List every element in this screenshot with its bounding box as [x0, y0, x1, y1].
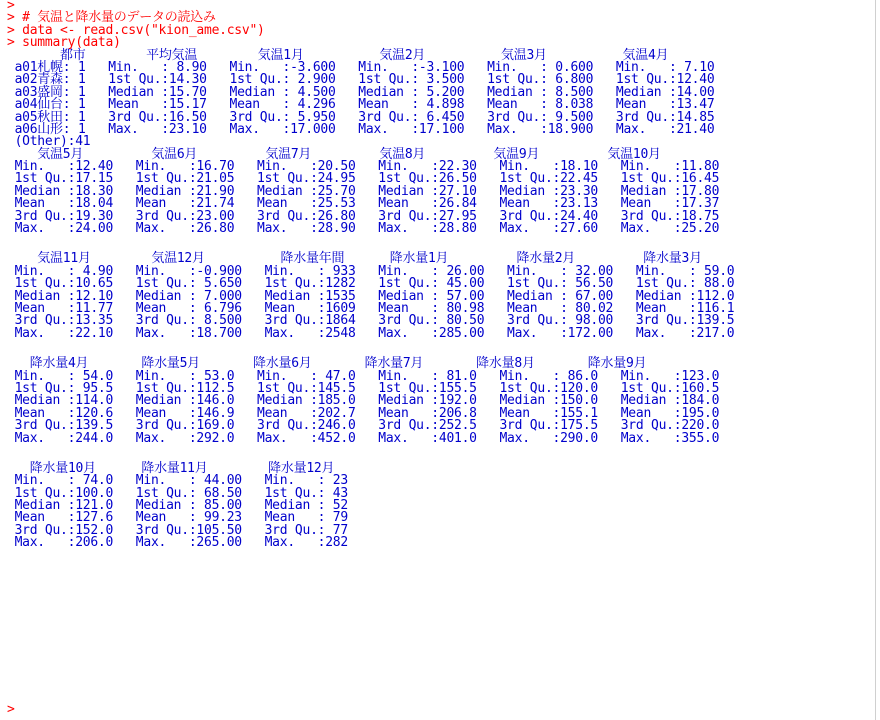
summary-output-line: Median :12.10 Median : 7.000 Median :1535 Median : 57.00 Median : 67.00 Median :112.0 [7, 288, 735, 304]
summary-output-line: 3rd Qu.:13.35 3rd Qu.: 8.500 3rd Qu.:1864 3rd Qu.: 80.50 3rd Qu.: 98.00 3rd Qu.:139.5 [7, 313, 735, 329]
console-command-line: > data <- read.csv("kion_ame.csv") [7, 22, 265, 38]
summary-output-line: Mean :127.6 Mean : 99.23 Mean : 79 [7, 510, 348, 526]
summary-output-line: Min. : 74.0 Min. : 44.00 Min. : 23 [7, 473, 348, 489]
summary-output-line: 1st Qu.:17.15 1st Qu.:21.05 1st Qu.:24.95 1st Qu.:26.50 1st Qu.:22.45 1st Qu.:16.45 [7, 171, 720, 187]
summary-header-line: 気温5月 気温6月 気温7月 気温8月 気温9月 気温10月 [7, 146, 661, 162]
summary-output-line: 1st Qu.: 95.5 1st Qu.:112.5 1st Qu.:145.5 1st Qu.:155.5 1st Qu.:120.0 1st Qu.:160.5 [7, 380, 720, 396]
summary-output-line: (Other):41 [7, 134, 91, 150]
summary-header-line: 降水量10月 降水量11月 降水量12月 [7, 460, 335, 476]
console-command-line: > # 気温と降水量のデータの読込み [7, 10, 216, 26]
summary-output-line: Min. : 4.90 Min. :-0.900 Min. : 933 Min. : 26.00 Min. : 32.00 Min. : 59.0 [7, 263, 735, 279]
summary-output-line: Median :121.0 Median : 85.00 Median : 52 [7, 498, 348, 514]
summary-header-line: 降水量4月 降水量5月 降水量6月 降水量7月 降水量8月 降水量9月 [7, 356, 647, 372]
summary-output-line: Max. :22.10 Max. :18.700 Max. :2548 Max. :285.00 Max. :172.00 Max. :217.0 [7, 325, 735, 341]
summary-output-line: Min. :12.40 Min. :16.70 Min. :20.50 Min. :22.30 Min. :18.10 Min. :11.80 [7, 159, 720, 175]
summary-output-line: 1st Qu.:10.65 1st Qu.: 5.650 1st Qu.:1282 1st Qu.: 45.00 1st Qu.: 56.50 1st Qu.: 88.0 [7, 276, 735, 292]
summary-output-line: Mean :18.04 Mean :21.74 Mean :25.53 Mean :26.84 Mean :23.13 Mean :17.37 [7, 196, 720, 212]
summary-header-line: 都市 平均気温 気温1月 気温2月 気温3月 気温4月 [7, 47, 669, 63]
summary-output-line: 3rd Qu.:152.0 3rd Qu.:105.50 3rd Qu.: 77 [7, 522, 348, 538]
console-command-line: > summary(data) [7, 35, 121, 51]
summary-header-line: 気温11月 気温12月 降水量年間 降水量1月 降水量2月 降水量3月 [7, 251, 702, 267]
summary-output-line: a02青森: 1 1st Qu.:14.30 1st Qu.: 2.900 1st Qu.: 3.500 1st Qu.: 6.800 1st Qu.:12.40 [7, 72, 715, 88]
summary-output-line: Max. :24.00 Max. :26.80 Max. :28.90 Max. :28.80 Max. :27.60 Max. :25.20 [7, 221, 720, 237]
summary-output-line: 3rd Qu.:139.5 3rd Qu.:169.0 3rd Qu.:246.0 3rd Qu.:252.5 3rd Qu.:175.5 3rd Qu.:220.0 [7, 418, 720, 434]
summary-output-line: Min. : 54.0 Min. : 53.0 Min. : 47.0 Min. : 81.0 Min. : 86.0 Min. :123.0 [7, 368, 720, 384]
summary-output-line: a01札幌: 1 Min. : 8.90 Min. :-3.600 Min. :-3.100 Min. : 0.600 Min. : 7.10 [7, 59, 715, 75]
summary-output-line: Median :114.0 Median :146.0 Median :185.0 Median :192.0 Median :150.0 Median :184.0 [7, 393, 720, 409]
summary-output-line: a06山形: 1 Max. :23.10 Max. :17.000 Max. :17.100 Max. :18.900 Max. :21.40 [7, 121, 715, 137]
summary-output-line: 1st Qu.:100.0 1st Qu.: 68.50 1st Qu.: 43 [7, 485, 348, 501]
console-input-prompt[interactable]: > [7, 702, 15, 717]
console-prompt-line: > [7, 0, 15, 13]
summary-output-line: Mean :120.6 Mean :146.9 Mean :202.7 Mean :206.8 Mean :155.1 Mean :195.0 [7, 405, 720, 421]
summary-output-line: Max. :244.0 Max. :292.0 Max. :452.0 Max. :401.0 Max. :290.0 Max. :355.0 [7, 430, 720, 446]
summary-output-line: Median :18.30 Median :21.90 Median :25.70 Median :27.10 Median :23.30 Median :17.80 [7, 183, 720, 199]
summary-output-line: a05秋田: 1 3rd Qu.:16.50 3rd Qu.: 5.950 3rd Qu.: 6.450 3rd Qu.: 9.500 3rd Qu.:14.85 [7, 109, 715, 125]
summary-output-line: Max. :206.0 Max. :265.00 Max. :282 [7, 535, 348, 551]
summary-output-line: a04仙台: 1 Mean :15.17 Mean : 4.296 Mean : 4.898 Mean : 8.038 Mean :13.47 [7, 97, 715, 113]
summary-output-line: Mean :11.77 Mean : 6.796 Mean :1609 Mean : 80.98 Mean : 80.02 Mean :116.1 [7, 300, 735, 316]
summary-output-line: a03盛岡: 1 Median :15.70 Median : 4.500 Median : 5.200 Median : 8.500 Median :14.00 [7, 84, 715, 100]
summary-output-line: 3rd Qu.:19.30 3rd Qu.:23.00 3rd Qu.:26.80 3rd Qu.:27.95 3rd Qu.:24.40 3rd Qu.:18.75 [7, 208, 720, 224]
